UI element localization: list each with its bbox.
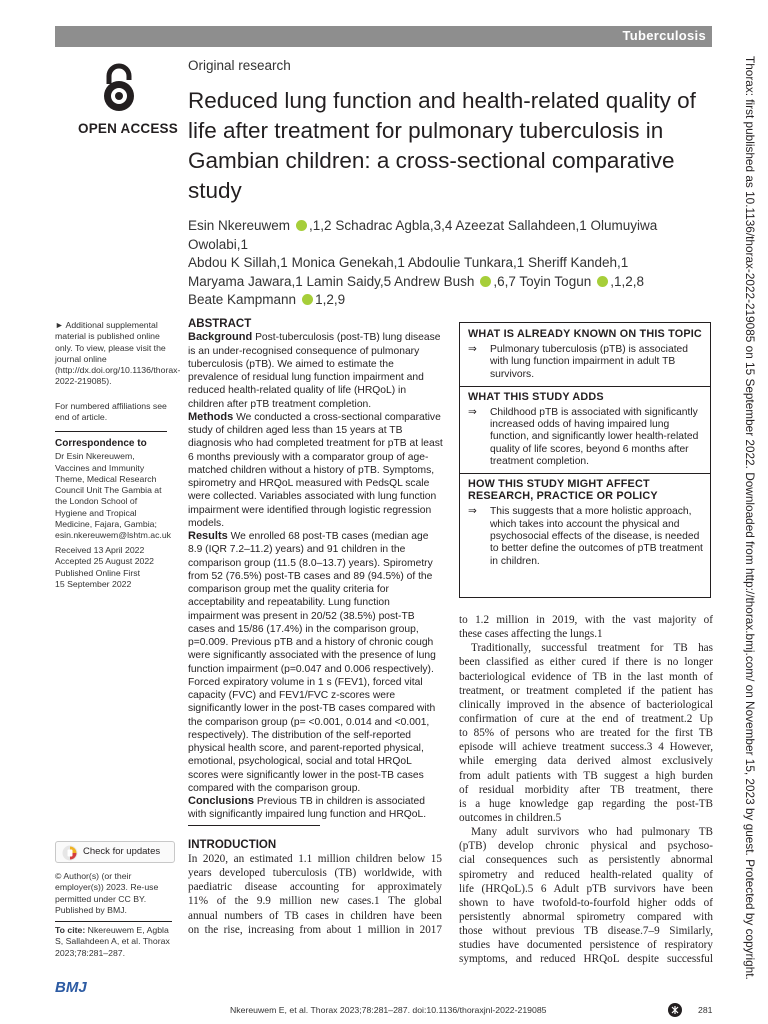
text-line: symptoms, and reduced HRQoL despite successful	[459, 953, 713, 966]
text-line: years developed tuberculosis (TB) worldwide, with	[188, 867, 442, 880]
date-received: Received 13 April 2022	[55, 545, 145, 555]
correspondence-title: Correspondence to	[55, 438, 147, 449]
section-label: Tuberculosis	[622, 28, 706, 43]
author-name: Esin Nkereuwem	[188, 218, 291, 233]
abstract-background	[188, 331, 443, 411]
box-divider	[460, 473, 710, 474]
orcid-icon[interactable]	[597, 276, 608, 287]
text-line: confirmation of cure at the end of treatment.2 Up	[459, 712, 713, 725]
adds-item	[468, 407, 704, 468]
abstract-heading: ABSTRACT	[188, 318, 252, 330]
abstract	[188, 318, 443, 822]
text-line: paediatric disease accounting for approximately	[188, 881, 442, 894]
text-line: persistently abnormal spirometry compared with	[459, 910, 713, 923]
text-line: life (HRQoL).5 6 Adult pTB survivors have been	[459, 882, 713, 895]
abstract-conclusions	[188, 795, 443, 822]
text-line: cial consequences such as persistently abnormal	[459, 854, 713, 867]
bmj-logo: BMJ	[55, 979, 87, 996]
date-published-label: Published Online First	[55, 567, 140, 578]
abstract-results	[188, 530, 443, 795]
affiliations-note: For numbered affiliations see end of article.	[55, 401, 167, 423]
correspondence-body: Dr Esin Nkereuwem, Vaccines and Immunity Theme, Medical Research Council Unit The Gambia at the London School of Hygiene and Tropical Medicine, Fajara, Gambia; esin.nkereuwem@lshtm.ac.uk	[55, 451, 172, 541]
to-cite	[55, 925, 172, 959]
methods-label: Methods	[188, 410, 234, 423]
vertical-provenance-note	[743, 56, 757, 980]
known-heading: WHAT IS ALREADY KNOWN ON THIS TOPIC	[468, 328, 702, 340]
arrow-icon: ⇒	[468, 406, 477, 418]
correspondence	[55, 438, 172, 542]
author-list	[188, 217, 713, 310]
author-line	[188, 273, 713, 292]
text-line: to 85% of persons who are treated for the first TB	[459, 727, 713, 740]
abstract-methods	[188, 411, 443, 530]
open-access-label: OPEN ACCESS	[78, 121, 178, 136]
article-title: Reduced lung function and health-related quality of life after treatment for pulmonary tuberculosis in Gambian children: a cross-sectional comparative study	[188, 88, 696, 203]
article-type: Original research	[188, 58, 291, 73]
text-line: while emerging data derived almost exclusively	[459, 755, 713, 768]
copyright-note: © Author(s) (or their employer(s)) 2023. Re-use permitted under CC BY. Published by BMJ.	[55, 871, 159, 915]
text-line: treatment, or treatment completed if the patient has	[459, 684, 713, 697]
text-line: Many adult survivors who had pulmonary TB	[471, 826, 713, 839]
box-divider	[460, 386, 710, 387]
to-cite-body: Nkereuwem E, Agbla S, Sallahdeen A, et al. Thorax 2023;78:281–287.	[55, 925, 170, 958]
orcid-icon[interactable]	[302, 294, 313, 305]
text-line: shown to have twofold-to-fourfold higher odds of	[459, 896, 713, 909]
text-line: been classified as either cured if there is no longer	[459, 656, 713, 669]
text-line: 11% of the 9.9 million new cases.1 The global	[188, 895, 442, 908]
divider	[55, 431, 167, 432]
date-accepted: Accepted 25 August 2022	[55, 556, 155, 567]
provenance-text: Thorax: first published as 10.1136/thorax-2022-219085 on 15 September 2022. Downloaded from http://thorax.bmj.com/ on November 15, 2023 by guest. Protected by copyright.	[743, 56, 757, 980]
text-line: episode will achieve treatment success.3 4 However,	[459, 741, 713, 754]
text-line: these cases affecting the lungs.1	[459, 628, 603, 641]
check-updates-label: Check for updates	[83, 846, 161, 857]
text-line: annual numbers of TB cases in children have been	[188, 909, 442, 922]
text-line: bacteriological evidence of TB in the last month of	[459, 670, 713, 683]
supplemental-note: ► Additional supplemental material is published online only. To view, please visit the journal online (http://dx.doi.org/10.1136/thorax-2022-219085).	[55, 320, 181, 387]
text-line: outcomes in children.5	[459, 811, 562, 824]
article-dates	[55, 545, 167, 590]
text-line: to 1.2 million in 2019, with the vast majority of	[459, 614, 713, 626]
background-label: Background	[188, 331, 253, 344]
divider	[55, 921, 172, 922]
intro-left-column	[188, 852, 442, 937]
conclusions-label: Conclusions	[188, 795, 255, 807]
text-line: spirometry and reduced health-related quality of	[459, 868, 713, 881]
known-text: Pulmonary tuberculosis (pTB) is associated with lung function impairment in adult TB survivors.	[490, 344, 689, 380]
results-label: Results	[188, 530, 228, 542]
divider	[188, 825, 320, 826]
check-for-updates-button[interactable]	[55, 841, 175, 863]
author-affil: 1,2,9	[315, 292, 346, 307]
open-access-lock-icon	[99, 62, 139, 114]
author-names: Maryama Jawara,1 Lamin Saidy,5 Andrew Bush	[188, 273, 475, 289]
methods-text: We conducted a cross-sectional comparative study of children aged less than 15 years at TB diagnosis who had completed treatment for pTB at least 6 months previously with a comparator group of age-matched children without a history of pTB. Symptoms, spirometry and HRQoL measured with PedsQL scale were collected. Variables associated with lung function impairment were identified through logistic regression models.	[188, 411, 443, 529]
author-line	[188, 217, 713, 254]
author-names: ,6,7 Toyin Togun	[493, 273, 592, 289]
conclusions-text: Previous TB in children is associated with significantly impaired lung function and HRQoL.	[188, 796, 427, 821]
to-cite-label: To cite:	[55, 925, 86, 935]
text-line: of residual morbidity after TB treatment, there	[459, 783, 713, 796]
text-line: from adult patients with TB suggest a high burden	[459, 769, 713, 782]
text-line: Traditionally, successful treatment for TB has	[471, 642, 713, 655]
author-name: Beate Kampmann	[188, 292, 297, 307]
affect-text: This suggests that a more holistic approach, which takes into account the physical and psychosocial effects of the disease, is needed to better define the outcomes of pTB treatment in children.	[490, 506, 703, 567]
open-access-logo	[78, 62, 178, 136]
thoracic-society-icon	[668, 1003, 682, 1017]
text-line: clinically improved in the absence of bacteriological	[459, 698, 713, 711]
text-line: In 2020, an estimated 1.1 million children below 15	[188, 853, 442, 865]
affect-heading: HOW THIS STUDY MIGHT AFFECT RESEARCH, PRACTICE OR POLICY	[468, 478, 658, 503]
text-line: studies have documented persistence of respiratory	[459, 939, 713, 952]
arrow-icon: ⇒	[468, 506, 477, 518]
arrow-icon: ⇒	[468, 344, 477, 355]
intro-right-column	[459, 613, 713, 967]
page-number: 281	[698, 1005, 713, 1015]
background-text: Post-tuberculosis (post-TB) lung disease is an under-recognised consequence of pulmonary tuberculosis (pTB). We aimed to estimate the prevalence of residual lung function impairment and reduced health-related quality of life (HRQoL) in children after pTB treatment completion.	[188, 332, 441, 410]
text-line: (pTB) develop chronic physical and psychoso-	[459, 840, 713, 853]
results-text: We enrolled 68 post-TB cases (median age 8.9 (IQR 7.2–11.2) years) and 91 children in the comparison group (11.5 (8.0–13.7) years). Spirometry from 52 (76.5%) post-TB cases and 89 (94.5%) of the comparison group met the quality criteria for acceptability and repeatability. Lung function impairment was present in 20/52 (38.5%) post-TB cases and 15/86 (17.4%) in the comparison group, p=0.009. Previous pTB and a history of chronic cough were significantly associated with the presence of lung function impairment (p=0.047 and 0.006 respectively). Forced expiratory volume in 1 s (FEV1), forced vital capacity (FVC) and FEV1/FVC z-scores were significantly lower in the post-TB cases compared with the comparison group (p= <0.001, 0.014 and <0.001, respectively). The distribution of the self-reported physical health score, and parent-reported physical, emotional, psychological, social and total HRQoL scores were significantly lower in the post-TB cases compared with the comparison group.	[188, 531, 436, 794]
date-published: 15 September 2022	[55, 578, 132, 589]
affect-item	[468, 506, 704, 567]
text-line: on the rise, increasing from about 1 million in 2017	[188, 923, 442, 936]
adds-text: Childhood pTB is associated with significantly increased odds of having impaired lung function, and significantly lower health-related quality of life scores, beyond 6 months after treatment completion.	[490, 406, 699, 468]
text-line: those without previous TB disease.7–9 Similarly,	[459, 925, 713, 938]
orcid-icon[interactable]	[296, 220, 307, 231]
known-item	[468, 344, 704, 381]
orcid-icon[interactable]	[480, 276, 491, 287]
author-line	[188, 291, 713, 310]
introduction-heading: INTRODUCTION	[188, 839, 277, 851]
check-updates-icon	[62, 845, 78, 861]
author-line: Abdou K Sillah,1 Monica Genekah,1 Abdoulie Tunkara,1 Sheriff Kandeh,1	[188, 255, 629, 270]
section-header-bar	[55, 26, 712, 47]
footer-citation: Nkereuwem E, et al. Thorax 2023;78:281–287. doi:10.1136/thoraxjnl-2022-219085	[230, 1005, 547, 1015]
text-line: is a huge knowledge gap regarding the post-TB	[459, 797, 713, 810]
author-names: ,1,2 Schadrac Agbla,3,4 Azeezat Sallahdeen,1 Olumuyiwa Owolabi,1	[188, 218, 658, 252]
author-affil: ,1,2,8	[610, 273, 645, 289]
key-messages-box	[459, 322, 711, 598]
adds-heading: WHAT THIS STUDY ADDS	[468, 390, 604, 403]
